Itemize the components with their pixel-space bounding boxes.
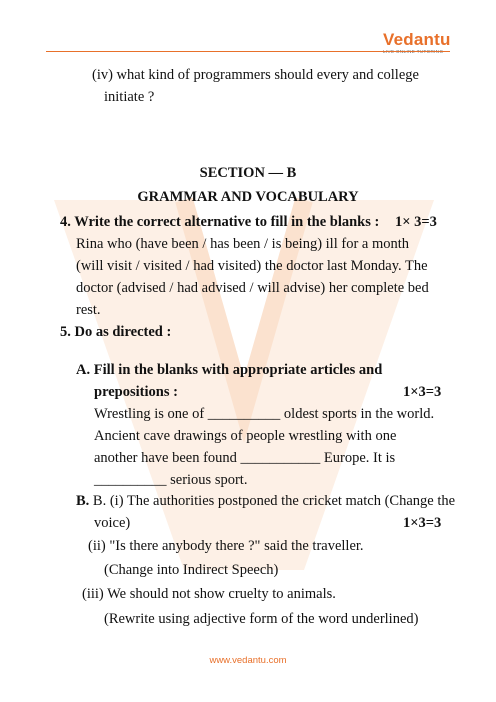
q5b-i-line-2: voice) bbox=[94, 515, 131, 531]
footer-url[interactable]: www.vedantu.com bbox=[209, 655, 287, 666]
q4-line-4: rest. bbox=[76, 302, 101, 318]
q5a-line-4: __________ serious sport. bbox=[94, 472, 248, 488]
q5b-label: B. bbox=[76, 493, 90, 509]
q4-marks: 1× 3=3 bbox=[395, 214, 437, 230]
q-iv-line-1: (iv) what kind of programmers should every and college bbox=[92, 67, 419, 83]
q5b-marks: 1×3=3 bbox=[403, 515, 442, 531]
q4-line-1: Rina who (have been / has been / is being) ill for a month bbox=[76, 236, 410, 252]
q5b-ii-line-2: (Change into Indirect Speech) bbox=[104, 562, 279, 578]
q5a-line-3: another have been found ___________ Europe. It is bbox=[94, 450, 396, 466]
q5a-marks: 1×3=3 bbox=[403, 384, 442, 400]
q4-heading: 4. Write the correct alternative to fill in the blanks : bbox=[60, 214, 380, 230]
q5a-line-1: Wrestling is one of __________ oldest sports in the world. bbox=[94, 406, 435, 422]
q5b-ii-line-1: (ii) "Is there anybody there ?" said the traveller. bbox=[88, 538, 364, 554]
q5b-iii-line-1: (iii) We should not show cruelty to animals. bbox=[82, 586, 336, 602]
logo-wordmark: Vedantu bbox=[383, 30, 451, 49]
q5b-i-line-1 bbox=[76, 492, 455, 510]
section-title: SECTION — B bbox=[199, 165, 297, 181]
q5-heading: 5. Do as directed : bbox=[60, 324, 172, 340]
q5a-line-2: Ancient cave drawings of people wrestling with one bbox=[94, 428, 397, 444]
header-divider bbox=[46, 51, 450, 52]
q-iv-line-2: initiate ? bbox=[104, 89, 155, 105]
q5b-iii-line-2: (Rewrite using adjective form of the word underlined) bbox=[104, 611, 419, 627]
q5b-i-text: B. (i) The authorities postponed the cricket match (Change the bbox=[92, 493, 456, 509]
q5a-heading-1: A. Fill in the blanks with appropriate articles and bbox=[76, 362, 383, 378]
q5a-heading-2: prepositions : bbox=[94, 384, 178, 400]
section-subtitle: GRAMMAR AND VOCABULARY bbox=[137, 189, 359, 205]
q4-line-2: (will visit / visited / had visited) the doctor last Monday. The bbox=[76, 258, 428, 274]
q4-line-3: doctor (advised / had advised / will advise) her complete bed bbox=[76, 280, 429, 296]
